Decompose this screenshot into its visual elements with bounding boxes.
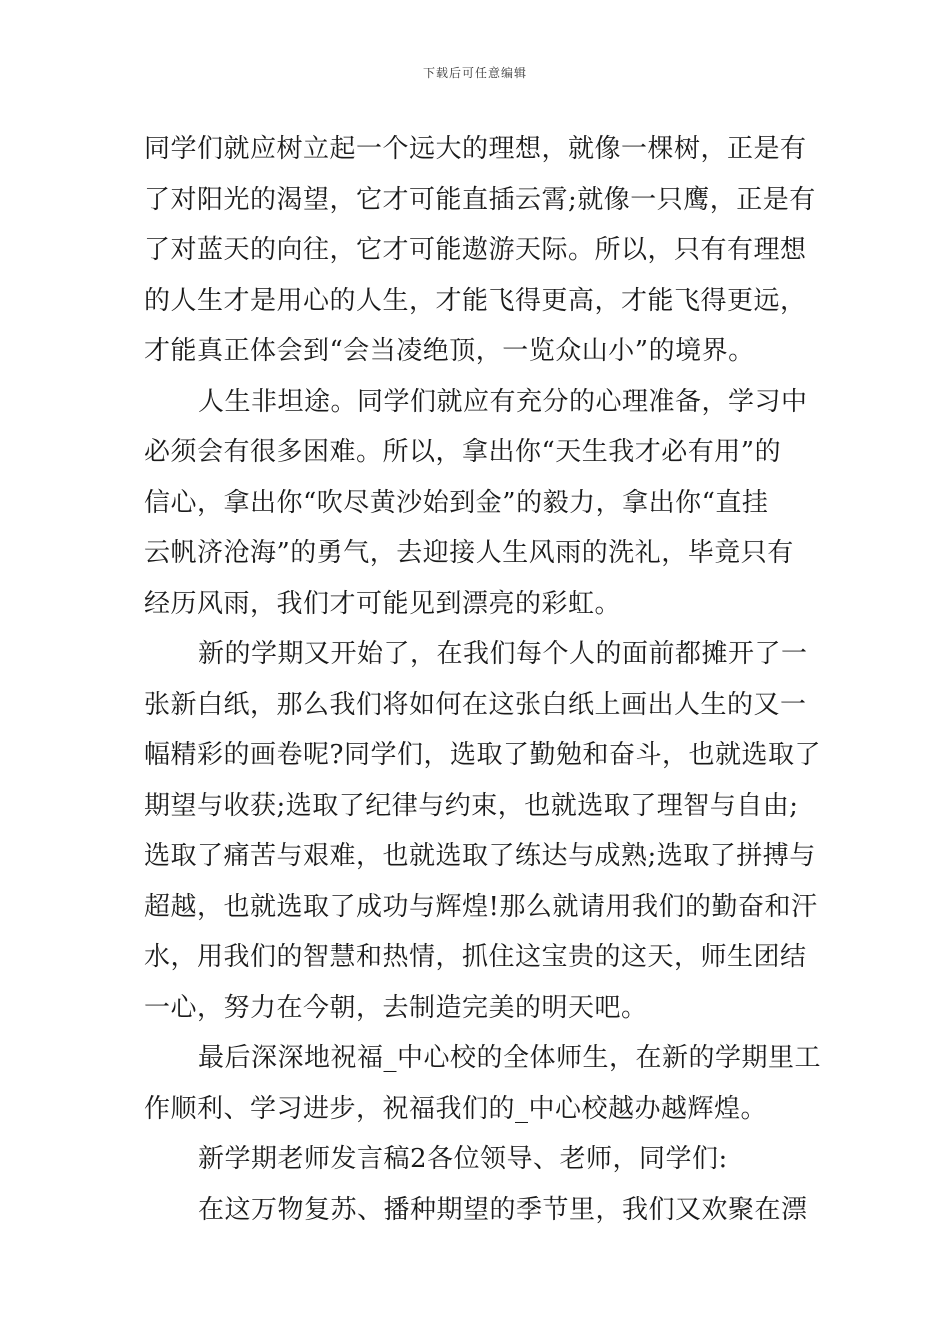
paragraph (144, 1134, 814, 1185)
text-line: 新的学期又开始了，在我们每个人的面前都摊开了一 (198, 639, 808, 669)
text-line: 经历风雨，我们才可能见到漂亮的彩虹。 (144, 588, 622, 619)
text-line: 水，用我们的智慧和热情，抓住这宝贵的这天，师生团结 (144, 942, 807, 972)
text-line: 同学们就应树立起一个远大的理想，就像一棵树，正是有 (144, 134, 807, 164)
text-line: 了对阳光的渴望，它才可能直插云霄;就像一只鹰，正是有 (144, 184, 816, 215)
text-line: 的人生才是用心的人生，才能飞得更高，才能飞得更远， (144, 285, 807, 316)
paragraph (144, 377, 814, 630)
text-line: 信心，拿出你“吹尽黄沙始到金”的毅力，拿出你“直挂 (144, 487, 769, 518)
text-line: 作顺利、学习进步，祝福我们的_中心校越办越辉煌。 (144, 1093, 768, 1124)
paragraph (144, 1033, 822, 1134)
paragraph (144, 1185, 814, 1236)
text-line: 才能真正体会到“会当凌绝顶，一览众山小”的境界。 (144, 336, 755, 366)
text-line: 超越，也就选取了成功与辉煌!那么就请用我们的勤奋和汗 (144, 891, 818, 922)
text-line: 最后深深地祝福_中心校的全体师生，在新的学期里工 (198, 1043, 822, 1073)
text-line: 了对蓝天的向往，它才可能遨游天际。所以，只有有理想 (144, 235, 807, 265)
text-line: 必须会有很多困难。所以，拿出你“天生我才必有用”的 (144, 437, 782, 467)
text-line: 张新白纸，那么我们将如何在这张白纸上画出人生的又一 (144, 689, 807, 720)
text-line: 选取了痛苦与艰难，也就选取了练达与成熟;选取了拼搏与 (144, 841, 816, 871)
page-header-note: 下载后可任意编辑 (422, 66, 527, 80)
text-line: 幅精彩的画卷呢?同学们，选取了勤勉和奋斗，也就选取了 (144, 740, 821, 770)
text-line: 一心，努力在今朝，去制造完美的明天吧。 (144, 992, 648, 1023)
document-body (144, 124, 822, 1235)
text-line: 人生非坦途。同学们就应有充分的心理准备，学习中 (198, 386, 808, 417)
text-line: 期望与收获;选取了纪律与约束，也就选取了理智与自由; (144, 790, 799, 821)
text-line: 新学期老师发言稿2各位领导、老师，同学们: (198, 1144, 728, 1174)
paragraph (144, 629, 821, 1033)
paragraph (144, 124, 814, 377)
text-line: 在这万物复苏、播种期望的季节里，我们又欢聚在漂 (198, 1194, 808, 1225)
text-line: 云帆济沧海”的勇气，去迎接人生风雨的洗礼，毕竟只有 (144, 538, 794, 568)
